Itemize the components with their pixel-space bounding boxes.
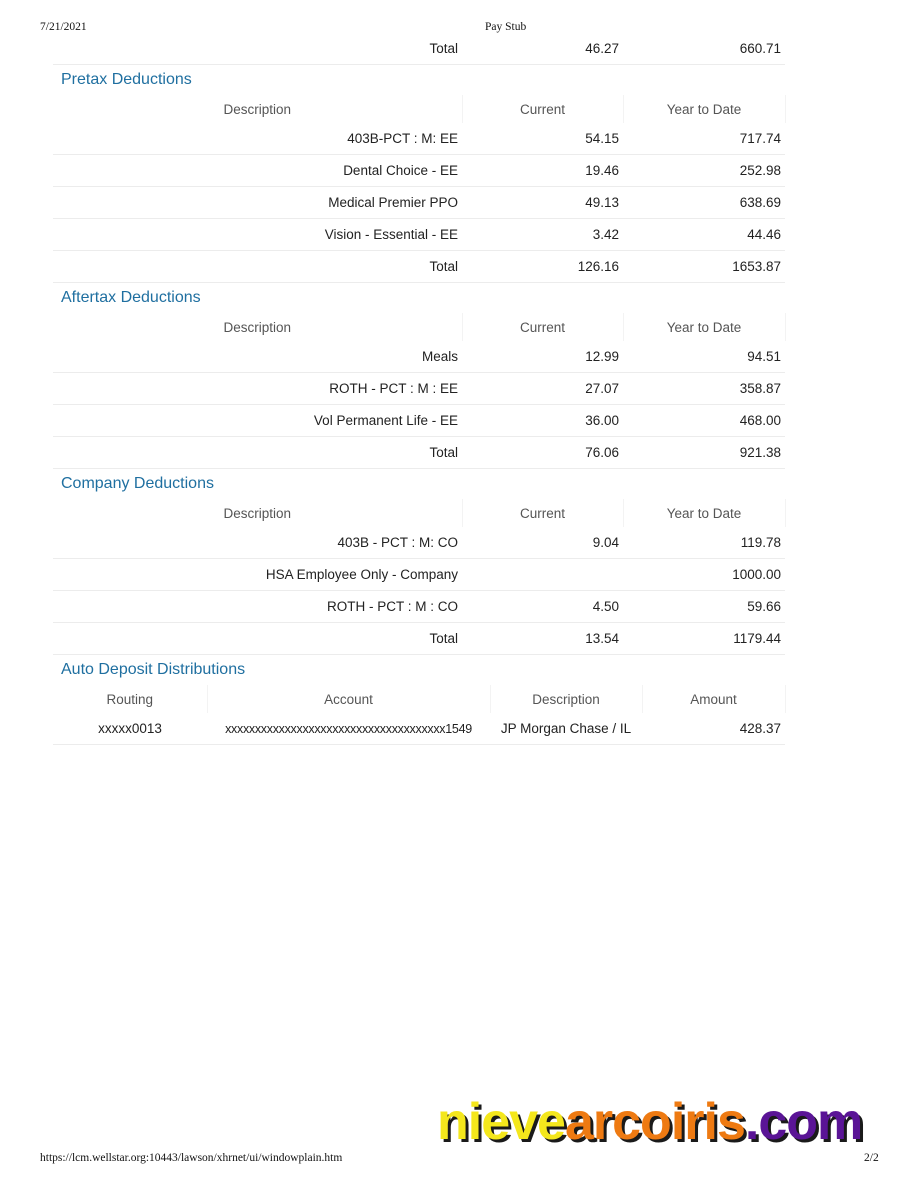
total-current: 126.16 [462, 251, 623, 283]
row-current: 4.50 [462, 591, 623, 623]
routing-number: xxxxx0013 [53, 713, 207, 745]
column-header-amount: Amount [642, 685, 785, 713]
total-label: Total [53, 437, 462, 469]
column-header-routing: Routing [53, 685, 207, 713]
previous-section-total-table [53, 33, 785, 65]
table-row [53, 219, 785, 251]
watermark-part-2: arcoiris [564, 1093, 745, 1151]
total-label: Total [53, 251, 462, 283]
table-row [53, 527, 785, 559]
row-current: 27.07 [462, 373, 623, 405]
table-row [53, 187, 785, 219]
column-header-ytd: Year to Date [623, 313, 785, 341]
column-header-current: Current [462, 95, 623, 123]
print-date: 7/21/2021 [40, 21, 87, 33]
deposit-section-title: Auto Deposit Distributions [61, 661, 246, 678]
row-description: Medical Premier PPO [53, 187, 462, 219]
row-description: ROTH - PCT : M : CO [53, 591, 462, 623]
row-description: Dental Choice - EE [53, 155, 462, 187]
row-ytd: 252.98 [623, 155, 785, 187]
account-number: xxxxxxxxxxxxxxxxxxxxxxxxxxxxxxxxxxxxx1549 [207, 713, 490, 745]
row-current [462, 559, 623, 591]
table-row [53, 341, 785, 373]
table-row-total [53, 623, 785, 655]
row-description: Meals [53, 341, 462, 373]
row-description: 403B-PCT : M: EE [53, 123, 462, 155]
company-section-title: Company Deductions [61, 475, 214, 492]
total-ytd: 660.71 [623, 33, 785, 65]
pretax-deductions-table [53, 95, 786, 283]
row-current: 3.42 [462, 219, 623, 251]
table-row-total [53, 33, 785, 65]
row-ytd: 358.87 [623, 373, 785, 405]
row-ytd: 119.78 [623, 527, 785, 559]
pay-stub-content [53, 33, 785, 745]
table-header-row [53, 313, 785, 341]
row-description: Vision - Essential - EE [53, 219, 462, 251]
row-ytd: 94.51 [623, 341, 785, 373]
table-header-row [53, 685, 785, 713]
row-description: HSA Employee Only - Company [53, 559, 462, 591]
column-header-account: Account [207, 685, 490, 713]
print-url: https://lcm.wellstar.org:10443/lawson/xhrnet/ui/windowplain.htm [40, 1152, 343, 1164]
row-description: 403B - PCT : M: CO [53, 527, 462, 559]
row-ytd: 44.46 [623, 219, 785, 251]
auto-deposit-table [53, 685, 786, 745]
row-ytd: 468.00 [623, 405, 785, 437]
row-ytd: 59.66 [623, 591, 785, 623]
total-ytd: 1179.44 [623, 623, 785, 655]
table-row [53, 405, 785, 437]
total-ytd: 1653.87 [623, 251, 785, 283]
watermark-logo [437, 1092, 862, 1152]
column-header-current: Current [462, 499, 623, 527]
column-header-ytd: Year to Date [623, 499, 785, 527]
table-row-total [53, 251, 785, 283]
row-description: ROTH - PCT : M : EE [53, 373, 462, 405]
table-row [53, 591, 785, 623]
total-current: 13.54 [462, 623, 623, 655]
aftertax-section-title: Aftertax Deductions [61, 289, 201, 306]
row-ytd: 717.74 [623, 123, 785, 155]
row-ytd: 638.69 [623, 187, 785, 219]
total-label: Total [53, 623, 462, 655]
row-current: 36.00 [462, 405, 623, 437]
total-current: 76.06 [462, 437, 623, 469]
row-current: 54.15 [462, 123, 623, 155]
total-label: Total [53, 33, 462, 65]
watermark-part-3: .com [744, 1093, 863, 1151]
table-row [53, 713, 785, 745]
row-current: 9.04 [462, 527, 623, 559]
table-row [53, 155, 785, 187]
page-number: 2/2 [864, 1152, 879, 1164]
table-header-row [53, 499, 785, 527]
row-ytd: 1000.00 [623, 559, 785, 591]
table-row-total [53, 437, 785, 469]
column-header-ytd: Year to Date [623, 95, 785, 123]
table-row [53, 559, 785, 591]
aftertax-deductions-table [53, 313, 786, 469]
total-current: 46.27 [462, 33, 623, 65]
bank-description: JP Morgan Chase / IL [490, 713, 642, 745]
column-header-description: Description [53, 313, 462, 341]
total-ytd: 921.38 [623, 437, 785, 469]
pretax-section-title: Pretax Deductions [61, 71, 192, 88]
row-description: Vol Permanent Life - EE [53, 405, 462, 437]
column-header-description: Description [490, 685, 642, 713]
watermark-part-1: nieve [437, 1093, 565, 1151]
row-current: 19.46 [462, 155, 623, 187]
table-row [53, 123, 785, 155]
row-current: 12.99 [462, 341, 623, 373]
print-footer [0, 1152, 918, 1168]
column-header-description: Description [53, 95, 462, 123]
company-deductions-table [53, 499, 786, 655]
column-header-description: Description [53, 499, 462, 527]
table-header-row [53, 95, 785, 123]
table-row [53, 373, 785, 405]
column-header-current: Current [462, 313, 623, 341]
deposit-amount: 428.37 [642, 713, 785, 745]
print-title: Pay Stub [485, 21, 527, 33]
row-current: 49.13 [462, 187, 623, 219]
